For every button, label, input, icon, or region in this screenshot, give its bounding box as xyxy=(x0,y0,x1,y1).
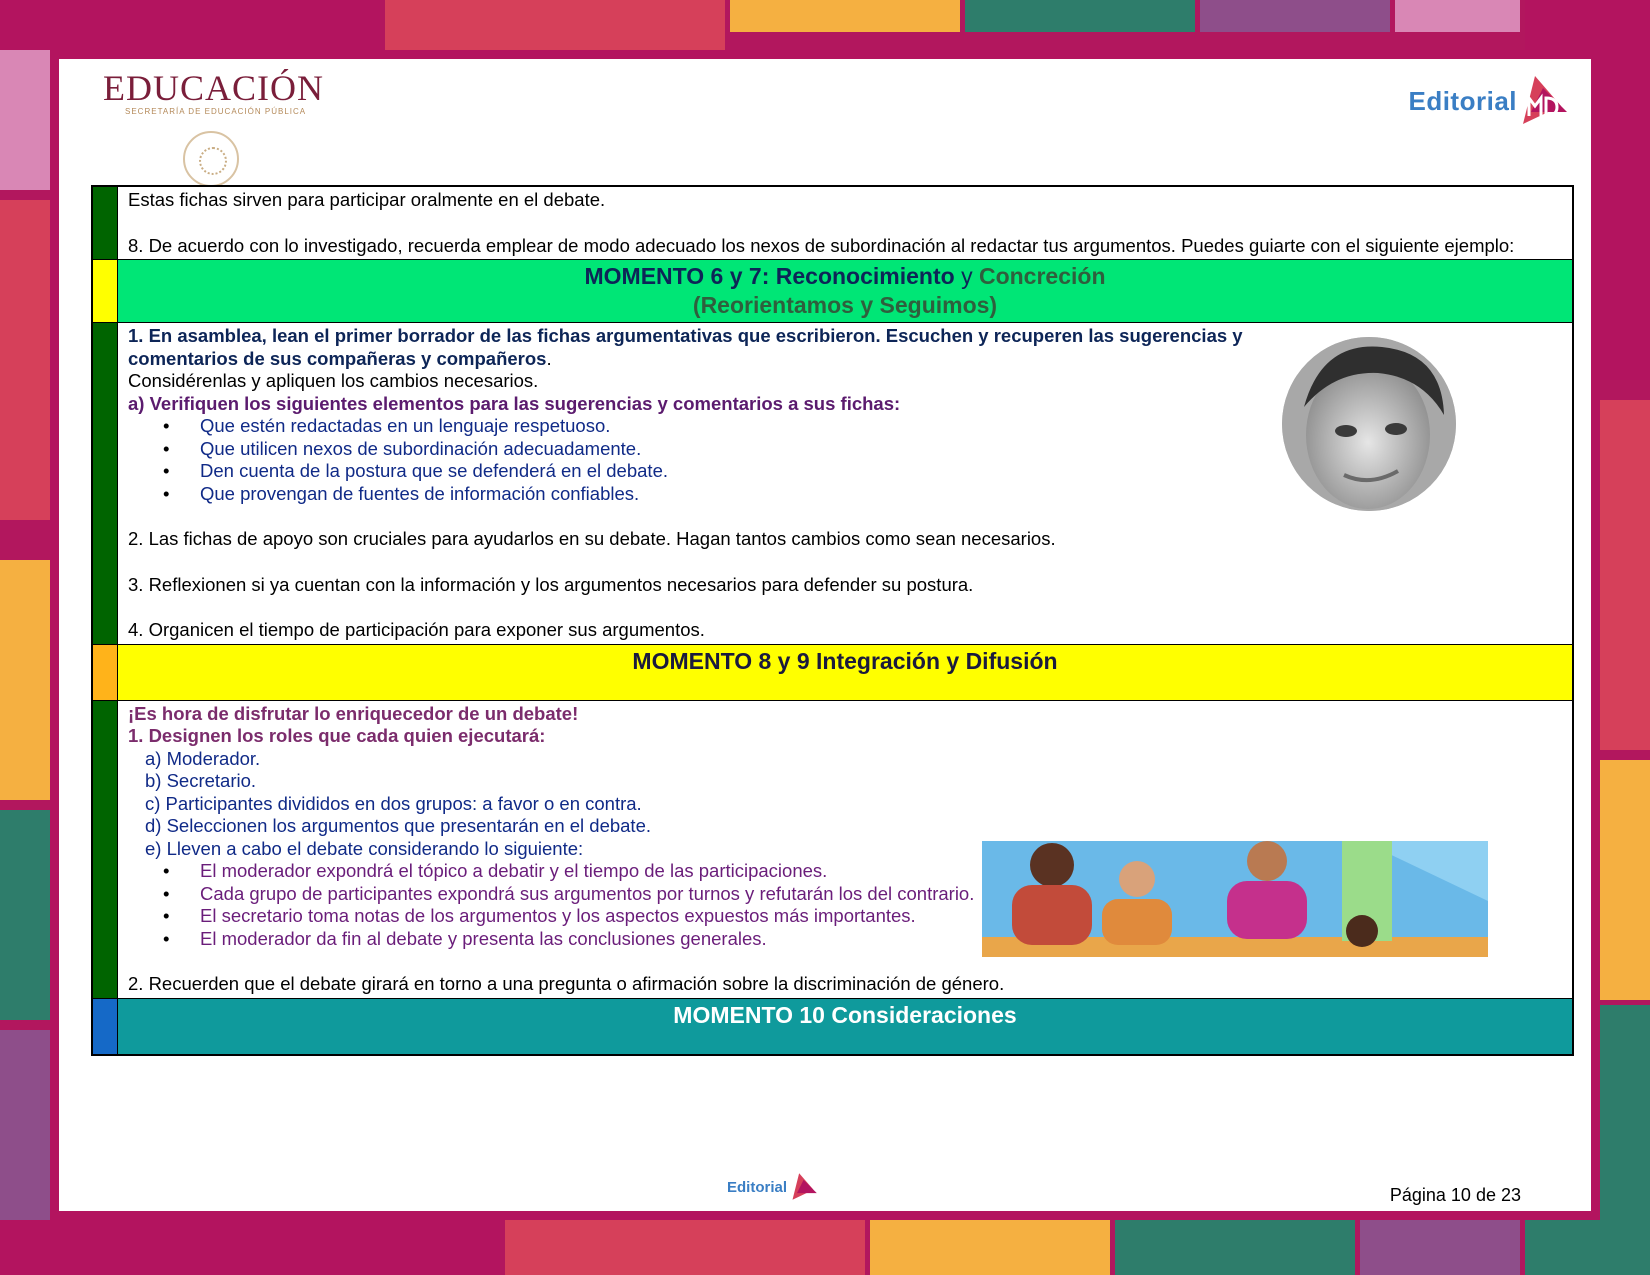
list-item: c) Participantes divididos en dos grupos: a favor o en contra. xyxy=(145,792,642,814)
document-sheet xyxy=(59,59,1591,1211)
list-item: • Den cuenta de la postura que se defenderá en el debate. xyxy=(200,460,1282,483)
momento-10-header-row xyxy=(93,999,1572,1054)
momento-8-9-body-row xyxy=(93,701,1572,999)
list-item: a) Moderador. xyxy=(145,747,261,769)
criteria-list xyxy=(128,415,1282,505)
side-bar xyxy=(93,323,118,644)
national-seal-icon xyxy=(183,131,239,187)
list-item: • El moderador expondrá el tópico a debatir y el tiempo de las participaciones. xyxy=(200,860,980,883)
momento-8-9-header-row xyxy=(93,645,1572,701)
list-item: b) Secretario. xyxy=(145,770,257,791)
side-bar xyxy=(93,999,118,1054)
momento-6-7-body: 1. En asamblea, lean el primer borrador de las fichas argumentativas que escribieron. Escuchen y recuperen las sugerencias y comentarios de sus compañeras y compañeros. Considérenlas y apliquen los cambios necesarios. a) Verifiquen los siguientes elementos para las sugerencias y comentarios a sus fichas: • Que estén redactadas en un lenguaje respetuoso. • Que utilicen nexos de subordinación adecuadamente. • Den cuenta de la postura que se defenderá en el debate. • Que provengan de fuentes de información confiables. 2. Las fichas de apoyo son cruciales para ayudarlos en su debate. Hagan tantos cambios como sean necesarios. 3. Reflexionen si ya cuentan con la información y los argumentos necesarios para defender su postura. 4. Organicen el tiempo de participación para exponer sus argumentos. xyxy=(118,323,1572,644)
debate-illustration xyxy=(982,841,1488,957)
editorial-md-logo: Editorial xyxy=(1408,73,1571,129)
side-bar xyxy=(93,260,118,322)
page-number: Página 10 de 23 xyxy=(1389,1185,1521,1205)
intro-cell: Estas fichas sirven para participar oralmente en el debate. 8. De acuerdo con lo investigado, recuerda emplear de modo adecuado los nexos de subordinación al redactar tus argumentos. Puedes guiarte con el siguiente ejemplo: xyxy=(128,189,1515,256)
list-item: • Cada grupo de participantes expondrá sus argumentos por turnos y refutarán los del contrario. xyxy=(200,883,980,906)
side-bar xyxy=(93,187,118,259)
momento-8-9-body: ¡Es hora de disfrutar lo enriquecedor de un debate! 1. Designen los roles que cada quien ejecutará: a) Moderador. b) Secretario. c) Participantes divididos en dos grupos: a favor o en contra. d) Seleccionen los argumentos que presentarán en el debate. e) Lleven a cabo el debate considerando lo siguiente: • El moderador expondrá el tópico a debatir y el tiempo de las participaciones. • Cada grupo de participantes expondrá sus argumentos por turnos y refutarán los del contrario. • El secretario toma notas de los argumentos y los aspectos expuestos más importantes. • El moderador da fin al debate y presenta las conclusiones generales. 2. Recuerden que el debate girará en torno a una pregunta o afirmación sobre la discriminación de género. xyxy=(118,701,1572,998)
list-item: e) Lleven a cabo el debate considerando lo siguiente: xyxy=(145,837,584,859)
list-item: • El secretario toma notas de los argumentos y los aspectos expuestos más importantes. xyxy=(200,905,980,928)
list-item: • Que estén redactadas en un lenguaje respetuoso. xyxy=(200,415,1282,438)
intro-row xyxy=(93,187,1572,260)
boy-portrait-photo xyxy=(1282,337,1456,511)
list-item: • El moderador da fin al debate y presenta las conclusiones generales. xyxy=(200,928,980,951)
sep-logo: EDUCACIÓN SECRETARÍA DE EDUCACIÓN PÚBLICA xyxy=(103,68,324,116)
list-item: • Que utilicen nexos de subordinación adecuadamente. xyxy=(200,438,1282,461)
momento-10-header: MOMENTO 10 Consideraciones xyxy=(118,999,1572,1054)
debate-steps-list xyxy=(128,860,980,950)
activity-table xyxy=(91,185,1574,1056)
list-item: • Que provengan de fuentes de información confiables. xyxy=(200,483,1282,506)
page-frame xyxy=(50,50,1600,1220)
momento-6-7-header: MOMENTO 6 y 7: Reconocimiento y Concreción (Reorientamos y Seguimos) xyxy=(118,260,1572,322)
list-item: d) Seleccionen los argumentos que presentarán en el debate. xyxy=(145,815,652,836)
side-bar xyxy=(93,701,118,998)
md-logo-icon xyxy=(787,1169,819,1205)
md-logo-icon xyxy=(1513,72,1571,130)
footer-editorial-logo: Editorial xyxy=(727,1169,819,1205)
momento-6-7-body-row xyxy=(93,323,1572,645)
side-bar xyxy=(93,645,118,700)
momento-8-9-header: MOMENTO 8 y 9 Integración y Difusión xyxy=(118,645,1572,700)
momento-6-7-header-row xyxy=(93,260,1572,323)
